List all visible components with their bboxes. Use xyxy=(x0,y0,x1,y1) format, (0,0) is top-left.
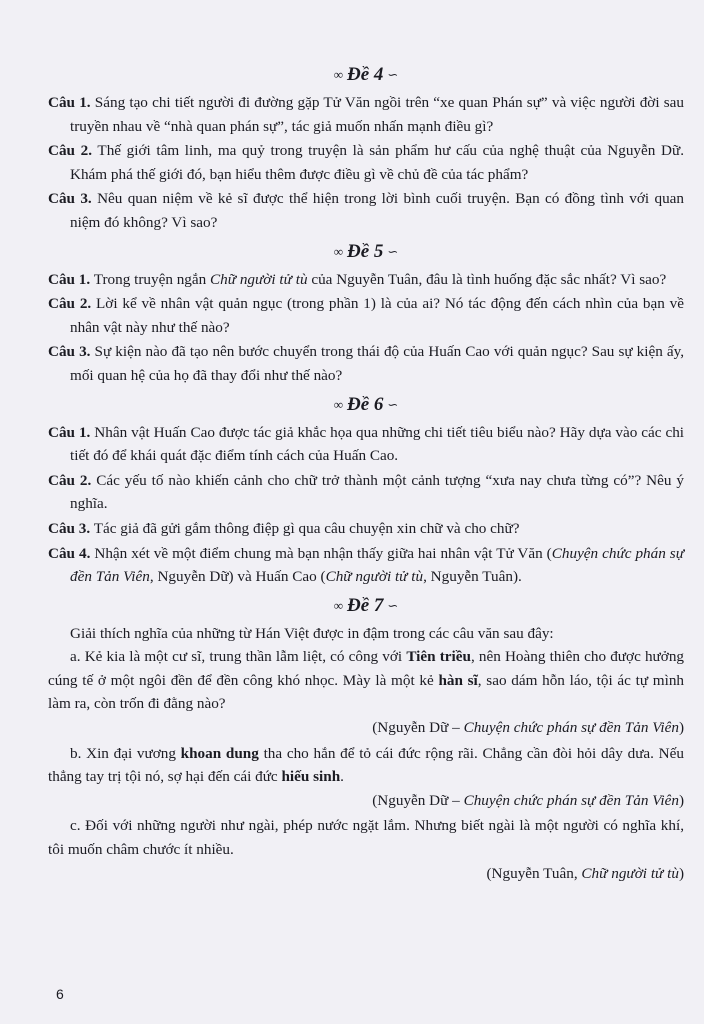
excerpt-b-source: (Nguyễn Dữ – Chuyện chức phán sự đền Tản Viên) xyxy=(372,791,684,809)
ornament-right-icon: ∽ xyxy=(387,67,399,82)
ornament-right-icon: ∽ xyxy=(387,396,399,412)
exercise-intro: Giải thích nghĩa của những từ Hán Việt được in đậm trong các câu văn sau đây: xyxy=(70,624,554,642)
excerpt-c: c. Đối với những người như ngài, phép nước ngặt lắm. Nhưng biết ngài là một người có nghĩa khí, tôi muốn châm chước ít nhiều. xyxy=(48,817,684,859)
ornament-left-icon: ∞ xyxy=(333,597,343,613)
page-content xyxy=(48,58,684,887)
section-heading-de4 xyxy=(48,62,684,88)
question-de6-2: Câu 2. Các yếu tố nào khiến cảnh cho chữ trở thành một cảnh tượng “xưa nay chưa từng có”? Nêu ý nghĩa. xyxy=(48,471,684,513)
ornament-left-icon: ∞ xyxy=(333,243,343,259)
heading-text: Đề 7 xyxy=(346,594,384,616)
ornament-left-icon: ∞ xyxy=(333,67,343,82)
excerpt-b: b. Xin đại vương khoan dung tha cho hắn để tỏ cái đức rộng rãi. Chẳng cần đòi hỏi dây dưa. Nếu thẳng tay trị tội nó, sợ hại đến cái đức hiếu sinh. xyxy=(48,744,684,786)
question-de5-1: Câu 1. Trong truyện ngắn Chữ người tử tù của Nguyễn Tuân, đâu là tình huống đặc sắc nhất? Vì sao? xyxy=(48,270,667,288)
question-de4-1: Câu 1. Sáng tạo chi tiết người đi đường gặp Tử Văn ngồi trên “xe quan Phán sự” và việc người đời sau truyền nhau về “nhà quan phán sự”, tác giả muốn nhấn mạnh điều gì? xyxy=(48,94,684,135)
section-heading-de5 xyxy=(48,239,684,265)
excerpt-a: a. Kẻ kia là một cư sĩ, trung thần lẫm liệt, có công với Tiên triều, nên Hoàng thiên cho được hưởng cúng tế ở một ngôi đền để đền công khó nhọc. Mày là một kẻ hàn sĩ, sao dám hỗn láo, tội ác tự mình làm ra, còn trốn đi đằng nào? xyxy=(48,648,685,713)
ornament-right-icon: ∽ xyxy=(387,243,399,259)
heading-text: Đề 5 xyxy=(346,240,384,262)
ornament-left-icon: ∞ xyxy=(333,396,343,412)
page-number: 6 xyxy=(56,986,64,1002)
excerpt-a-source: (Nguyễn Dữ – Chuyện chức phán sự đền Tản Viên) xyxy=(372,719,684,737)
question-de5-3: Câu 3. Sự kiện nào đã tạo nên bước chuyển trong thái độ của Huấn Cao với quản ngục? Sau sự kiện ấy, mối quan hệ của họ đã thay đổi như thế nào? xyxy=(48,343,685,384)
question-de6-1: Câu 1. Nhân vật Huấn Cao được tác giả khắc họa qua những chi tiết tiêu biểu nào? Hãy dựa vào các chi tiết đó để khái quát đặc điểm tính cách của Huấn Cao. xyxy=(48,423,685,465)
excerpt-c-source: (Nguyễn Tuân, Chữ người tử tù) xyxy=(486,864,684,882)
heading-text: Đề 6 xyxy=(346,393,384,415)
section-heading-de6 xyxy=(48,392,684,418)
question-de4-3: Câu 3. Nêu quan niệm về kẻ sĩ được thể hiện trong lời bình cuối truyện. Bạn có đồng tình với quan niệm đó không? Vì sao? xyxy=(48,190,685,231)
section-heading-de7 xyxy=(48,593,684,619)
question-de6-4: Câu 4. Nhận xét về một điểm chung mà bạn nhận thấy giữa hai nhân vật Tử Văn (Chuyện chức phán sự đền Tản Viên, Nguyễn Dữ) và Huấn Cao (Chữ người tử tù, Nguyễn Tuân). xyxy=(48,544,684,586)
question-de6-3: Câu 3. Tác giả đã gửi gắm thông điệp gì qua câu chuyện xin chữ và cho chữ? xyxy=(48,519,520,537)
heading-text: Đề 4 xyxy=(346,64,384,85)
ornament-right-icon: ∽ xyxy=(387,597,399,613)
question-de4-2: Câu 2. Thế giới tâm linh, ma quỷ trong truyện là sản phẩm hư cấu của nghệ thuật của Nguyễn Dữ. Khám phá thế giới đó, bạn hiểu thêm được điều gì về chủ đề của tác phẩm? xyxy=(48,142,684,183)
question-de5-2: Câu 2. Lời kể về nhân vật quản ngục (trong phần 1) là của ai? Nó tác động đến cách nhìn của bạn về nhân vật này như thế nào? xyxy=(48,295,685,336)
